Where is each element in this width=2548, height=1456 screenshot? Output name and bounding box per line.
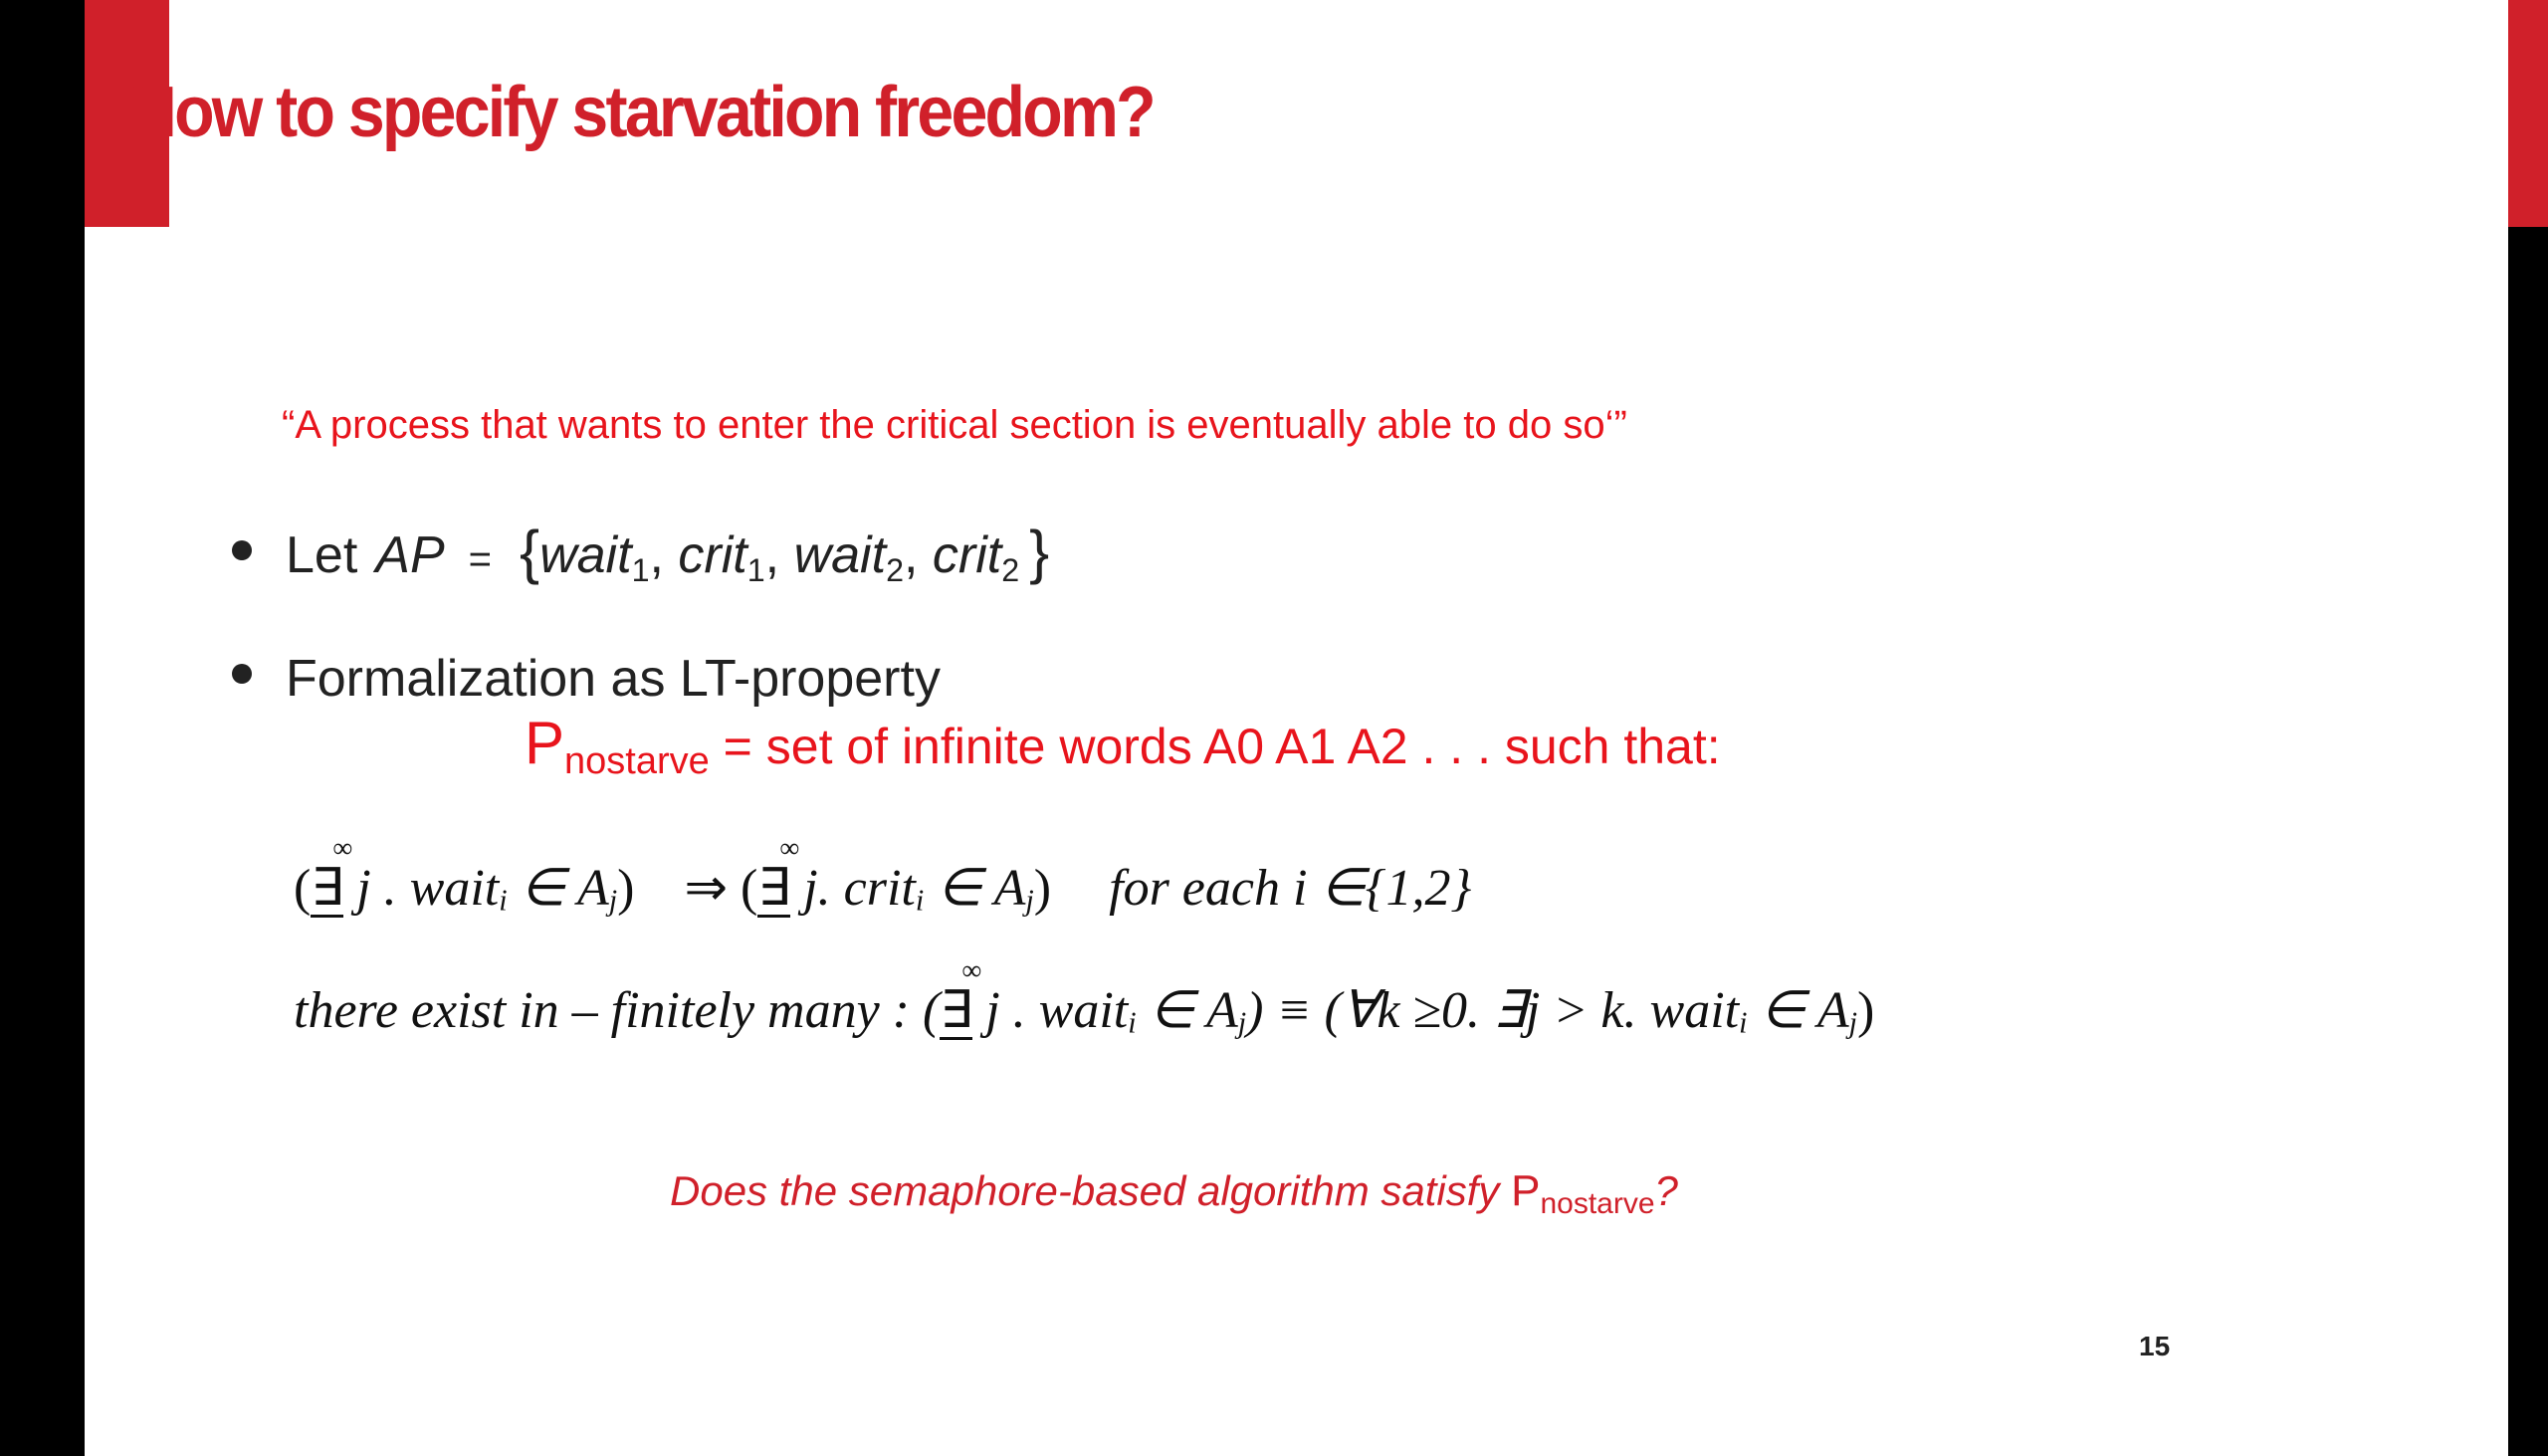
slide-title: How to specify starvation freedom? [129,73,1154,152]
exists-infinitely-icon: ∞ ∃ [757,833,800,917]
right-accent-bar [2508,0,2548,227]
ap-set: {wait$_1$, crit$_1$, wait$_2$, crit$_2$ } [520,519,1050,589]
formalization-text: Formalization as LT-property [286,650,941,708]
ap-symbol: AP [375,526,445,584]
pnostarve-definition: $P_{nostarve}$ = set of infinite words A0 A1 A2 . . . such that: [525,710,1721,782]
bullet-let-ap [232,518,1049,589]
equals-sign: = [468,537,493,581]
ap-item: crit [932,526,1002,584]
ap-item: crit [678,526,747,584]
question-text: Does the semaphore-based algorithm satisfy Pnostarve? [670,1166,1678,1220]
formula-starvation-freedom: ( ∞ ∃ j . waiti ∈ Aj) ⇒ ( ∞ ∃ j. criti ∈ Aj) for each i ∈{1,2} [294,833,1472,918]
ap-item: wait [539,526,632,584]
page-number: 15 [2139,1331,2171,1361]
let-label: Let [286,526,358,584]
exists-infinitely-icon: ∞ ∃ [311,833,353,917]
exists-infinitely-icon: ∞ ∃ [940,955,982,1039]
bullet-dot-icon [232,664,252,684]
slide [85,0,2508,1456]
quote-text: “A process that wants to enter the critical section is eventually able to do so‘” [282,403,1627,447]
bullet-formalization [232,649,941,709]
formula-infinitely-many: there exist in – finitely many : ( ∞ ∃ j . waiti ∈ Aj) ≡ (∀k ≥0. ∃j > k. waiti ∈ Aj) [294,955,1875,1040]
bullet-dot-icon [232,540,252,560]
ap-item: wait [793,526,887,584]
